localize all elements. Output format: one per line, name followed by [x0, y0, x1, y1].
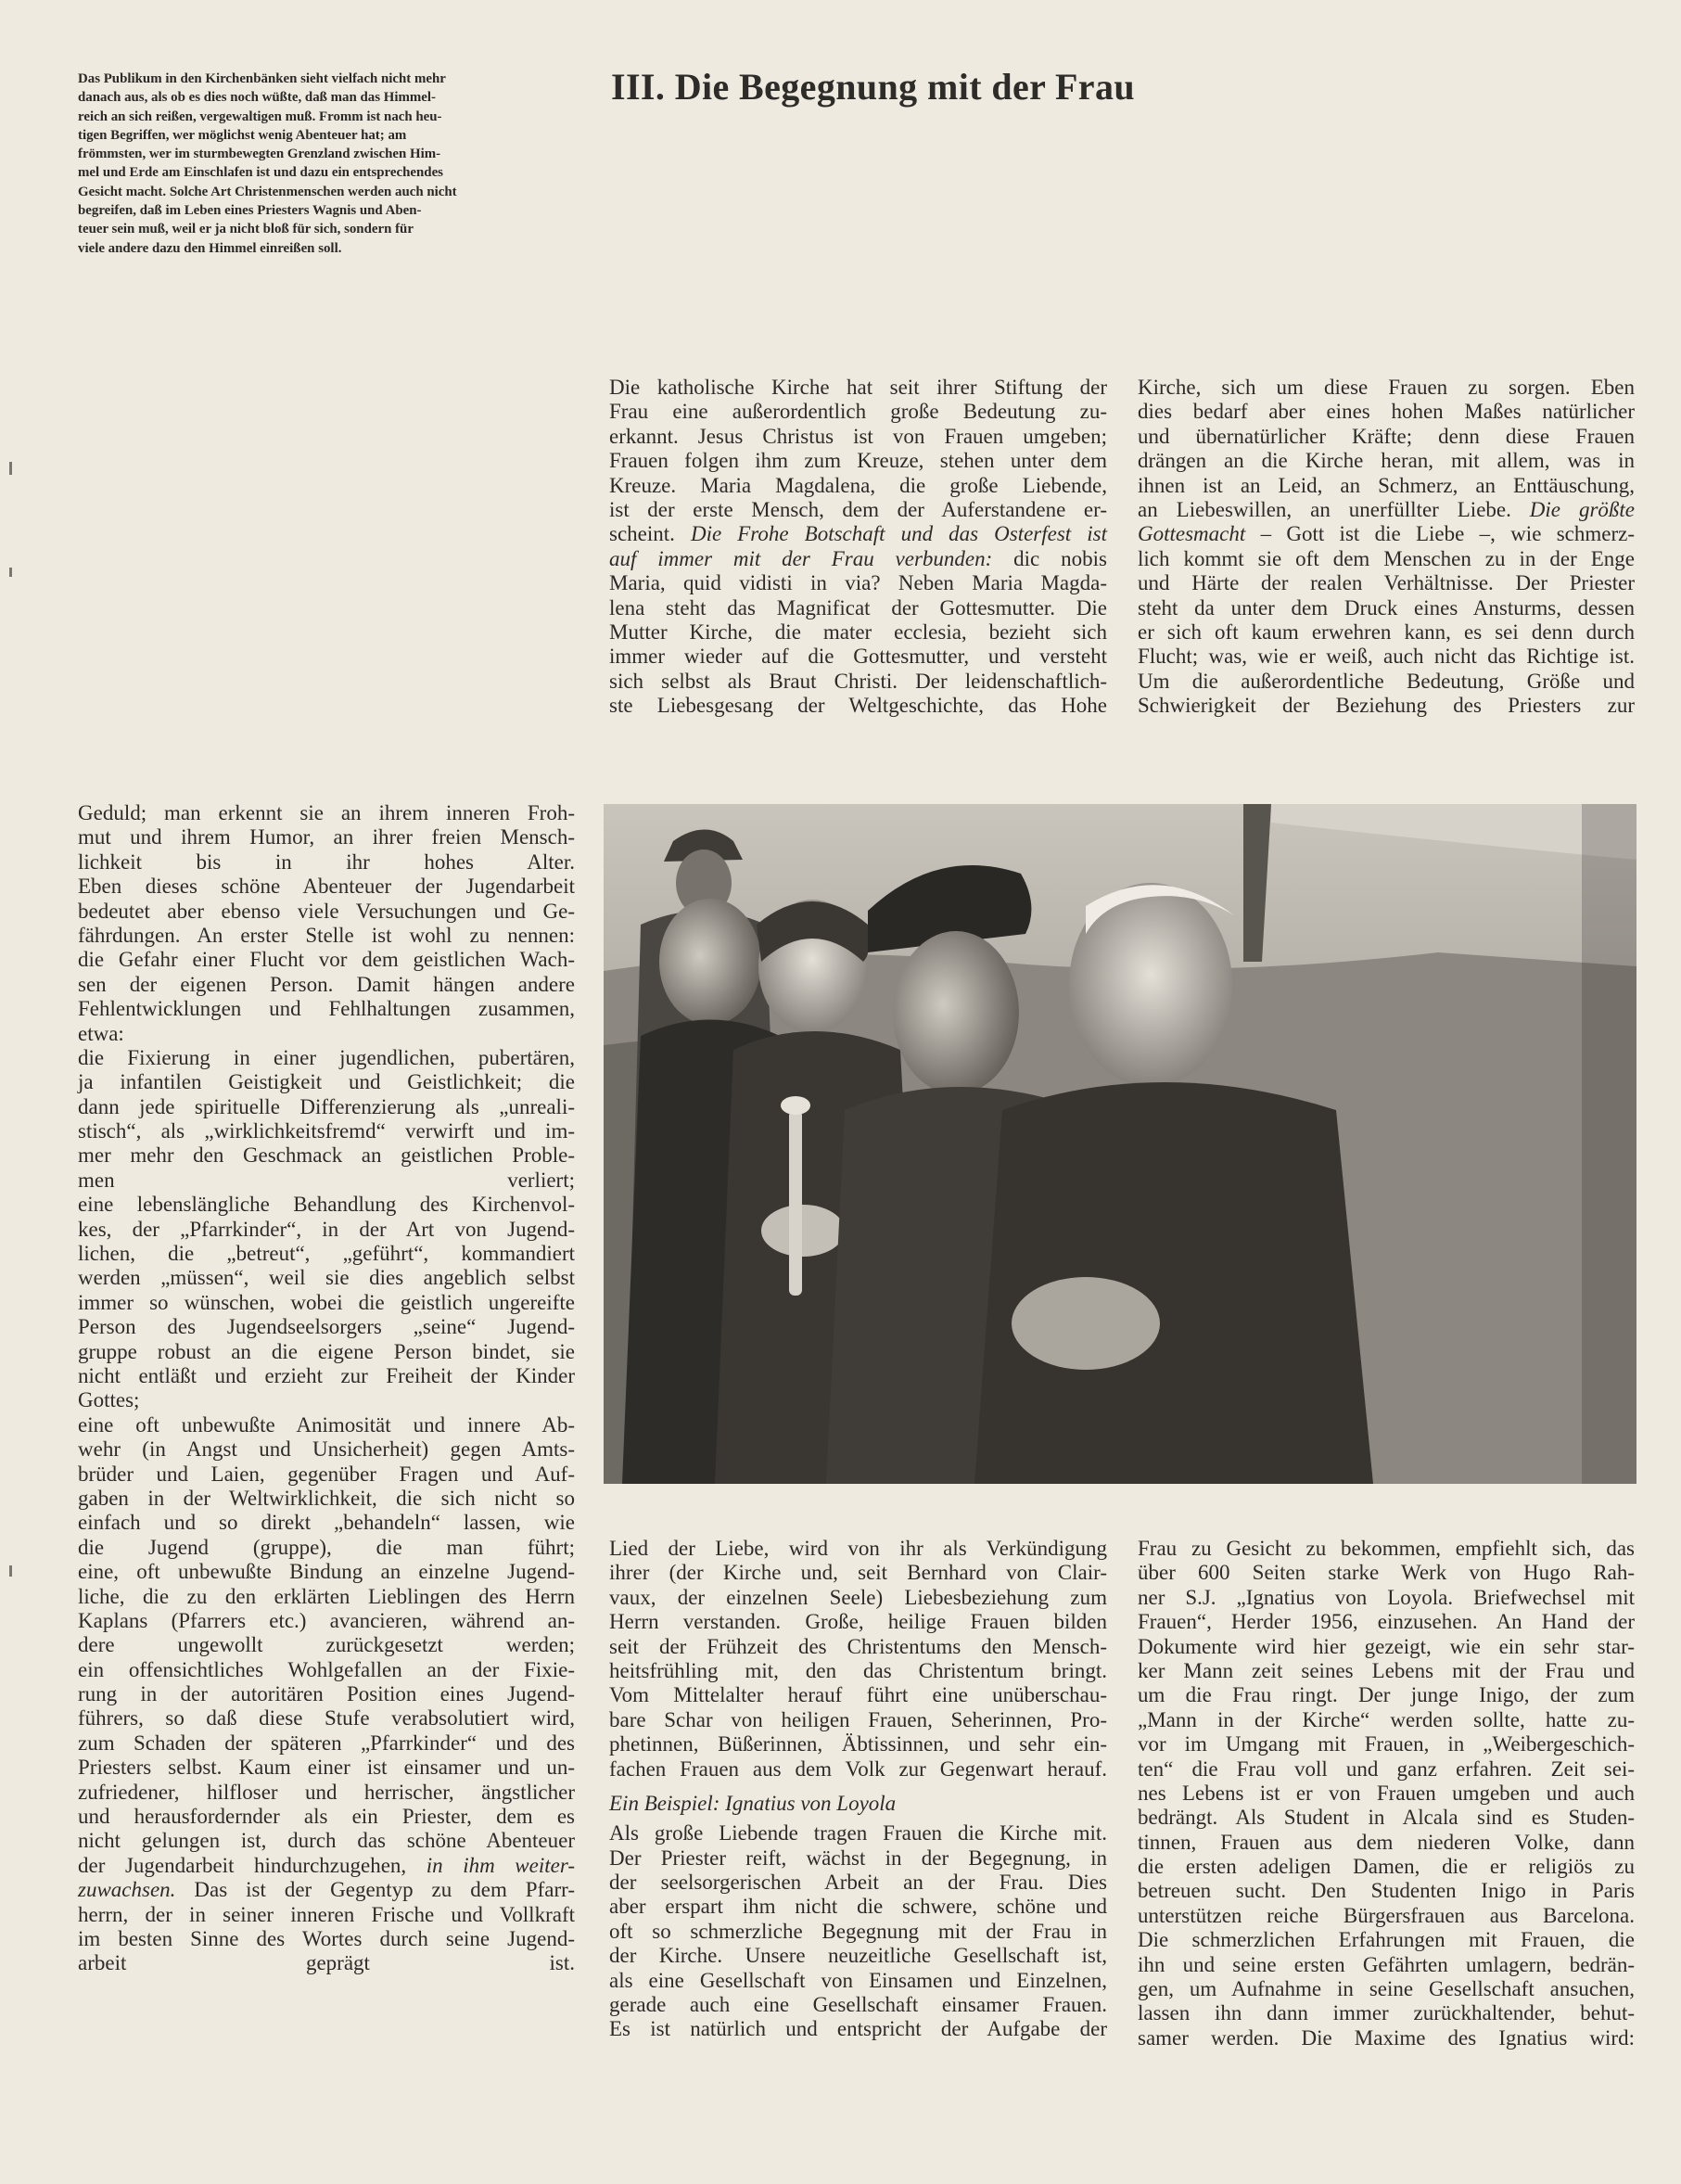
page-edge-mark [9, 462, 12, 475]
text-line: fachen Frauen aus dem Volk zur Gegenwart herauf. [609, 1756, 1107, 1781]
text-column-bottom-right [1138, 1537, 1635, 2050]
text-line: Herrn verstanden. Große, heilige Frauen bilden [609, 1610, 1107, 1634]
text-line: samer werden. Die Maxime des Ignatius wird: [1138, 2025, 1635, 2050]
text-line: zuwachsen. Das ist der Gegentyp zu dem Pfarr- [78, 1878, 575, 1902]
text-line: nicht gelungen ist, durch das schöne Abenteuer [78, 1829, 575, 1853]
text-line: ner S.J. „Ignatius von Loyola. Briefwechsel mit [1138, 1585, 1635, 1609]
text-line: Gottesmacht – Gott ist die Liebe –, wie schmerz- [1138, 522, 1635, 546]
text-line: Dokumente wird hier gezeigt, wie ein sehr star- [1138, 1634, 1635, 1658]
group-photo [604, 804, 1636, 1484]
text-line: ist der erste Mensch, dem der Auferstandene er- [609, 497, 1107, 521]
text-line: herrn, der in seiner inneren Frische und Vollkraft [78, 1902, 575, 1926]
text-line: sich selbst als Braut Christi. Der leidenschaftlich- [609, 669, 1107, 693]
text-line: immer wieder auf die Gottesmutter, und versteht [609, 645, 1107, 669]
text-line: lichkeit bis in ihr hohes Alter. [78, 849, 575, 874]
text-line: nicht entläßt und erzieht zur Freiheit der Kinder [78, 1363, 575, 1387]
text-line: und übernatürlicher Kräfte; denn diese Frauen [1138, 424, 1635, 448]
text-line: zum Schaden der späteren „Pfarrkinder“ und des [78, 1731, 575, 1755]
text-line: gerade auch eine Gesellschaft einsamer Frauen. [609, 1993, 1107, 2017]
text-line: vor im Umgang mit Frauen, in „Weibergeschich- [1138, 1732, 1635, 1756]
text-line: aber erspart ihm nicht die schwere, schöne und [609, 1895, 1107, 1919]
text-line: lassen ihn dann immer zurückhaltender, behut- [1138, 2001, 1635, 2025]
text-line: Frau zu Gesicht zu bekommen, empfiehlt sich, das [1138, 1537, 1635, 1560]
caption-line: mel und Erde am Einschlafen ist und dazu ein entsprechendes [78, 165, 443, 181]
text-line: Frauen folgen ihm zum Kreuze, stehen unter dem [609, 449, 1107, 473]
text-line: sen der eigenen Person. Damit hängen andere [78, 972, 575, 996]
text-line: im besten Sinne des Wortes durch seine Jugend- [78, 1926, 575, 1950]
text-line: Die schmerzlichen Erfahrungen mit Frauen, die [1138, 1928, 1635, 1952]
text-line: die Gefahr einer Flucht vor dem geistlichen Wach- [78, 948, 575, 972]
text-line: ein offensichtliches Wohlgefallen an der Fixie- [78, 1657, 575, 1681]
text-line: kes, der „Pfarrkinder“, in der Art von Jugend- [78, 1217, 575, 1241]
text-line: der seelsorgerischen Arbeit an der Frau. Dies [609, 1871, 1107, 1895]
text-line: arbeit geprägt ist. [78, 1951, 575, 1975]
text-line: Mutter Kirche, die mater ecclesia, bezieht sich [609, 619, 1107, 644]
text-line: der Kirche. Unsere neuzeitliche Gesellschaft ist, [609, 1944, 1107, 1968]
text-line: heitsfrühling mit, den das Christentum bringt. [609, 1658, 1107, 1682]
text-line: Geduld; man erkennt sie an ihrem inneren Froh- [78, 801, 575, 824]
text-column-left [78, 801, 575, 1976]
text-line: einfach und so direkt „behandeln“ lassen, wie [78, 1511, 575, 1535]
text-line: Kirche, sich um diese Frauen zu sorgen. Eben [1138, 376, 1635, 399]
text-line: ste Liebesgesang der Weltgeschichte, das Hohe [609, 694, 1107, 718]
text-line: Fehlentwicklungen und Fehlhaltungen zusammen, [78, 997, 575, 1021]
text-line: werden „müssen“, weil sie dies angeblich selbst [78, 1266, 575, 1290]
caption-line: reich an sich reißen, vergewaltigen muß. Fromm ist nach heu- [78, 109, 442, 124]
text-line: Lied der Liebe, wird von ihr als Verkündigung [609, 1537, 1107, 1560]
text-line: ja infantilen Geistigkeit und Geistlichkeit; die [78, 1070, 575, 1094]
text-column-top-right [1138, 376, 1635, 718]
text-line: Als große Liebende tragen Frauen die Kirche mit. [609, 1821, 1107, 1846]
text-line: Kaplans (Pfarrers etc.) avancieren, während an- [78, 1608, 575, 1632]
text-line: Kreuze. Maria Magdalena, die große Liebende, [609, 473, 1107, 497]
group-photo-icon [604, 804, 1636, 1484]
text-line: steht da unter dem Druck eines Ansturms, dessen [1138, 595, 1635, 619]
text-line: mer mehr den Geschmack an geistlichen Proble- [78, 1143, 575, 1168]
text-line: Frau eine außerordentlich große Bedeutung zu- [609, 400, 1107, 424]
text-line: lich kommt sie oft dem Menschen zu in der Enge [1138, 546, 1635, 570]
section-subheading: Ein Beispiel: Ignatius von Loyola [609, 1791, 897, 1815]
photo-caption [78, 70, 577, 258]
text-line: seit der Frühzeit des Christentums den Mensch- [609, 1634, 1107, 1658]
text-line: „Mann in der Kirche“ werden sollte, hatte zu- [1138, 1707, 1635, 1731]
text-line: mut und ihrem Humor, an ihrer freien Mensch- [78, 825, 575, 849]
chapter-heading: III. Die Begegnung mit der Frau [611, 66, 1135, 108]
caption-line: Das Publikum in den Kirchenbänken sieht vielfach nicht mehr [78, 71, 446, 86]
text-line: Die katholische Kirche hat seit ihrer Stiftung der [609, 376, 1107, 399]
text-line: betreuen sucht. Den Studenten Inigo in Paris [1138, 1879, 1635, 1903]
text-line: die ersten adeligen Damen, die er religiös zu [1138, 1855, 1635, 1879]
text-line: etwa: [78, 1021, 124, 1045]
text-line: lichen, die „betreut“, „geführt“, kommandiert [78, 1242, 575, 1266]
text-column-top-middle [609, 376, 1107, 718]
text-line: ihn und seine ersten Gefährten umlagern, bedrän- [1138, 1952, 1635, 1976]
text-line: Frauen“, Herder 1956, einzusehen. An Hand der [1138, 1610, 1635, 1634]
text-line: die Fixierung in einer jugendlichen, pubertären, [78, 1045, 575, 1069]
text-line: unterstützen reiche Bürgersfrauen aus Barcelona. [1138, 1903, 1635, 1927]
text-line: um die Frau ringt. Der junge Inigo, der zum [1138, 1683, 1635, 1707]
text-line: drängen an die Kirche heran, mit allem, was in [1138, 449, 1635, 473]
text-line: brüder und Laien, gegenüber Fragen und Auf- [78, 1462, 575, 1486]
text-line: immer so wünschen, wobei die geistlich ungereifte [78, 1290, 575, 1314]
text-line: Maria, quid vidisti in via? Neben Maria Magda- [609, 571, 1107, 595]
text-line: er sich oft kaum erwehren kann, es sei denn durch [1138, 619, 1635, 644]
text-line: liche, die zu den erklärten Lieblingen des Herrn [78, 1584, 575, 1608]
text-line: lena steht das Magnificat der Gottesmutter. Die [609, 595, 1107, 619]
text-line: Priesters selbst. Kaum einer ist einsamer und un- [78, 1756, 575, 1780]
text-line: rung in der autoritären Position eines Jugend- [78, 1682, 575, 1706]
text-line: gruppe robust an die eigene Person bindet, sie [78, 1339, 575, 1363]
text-line: stisch“, als „wirklichkeitsfremd“ verwirft und im- [78, 1119, 575, 1143]
text-line: erkannt. Jesus Christus ist von Frauen umgeben; [609, 424, 1107, 448]
text-line: ihrer (der Kirche und, seit Bernhard von Clair- [609, 1561, 1107, 1585]
text-line: die Jugend (gruppe), die man führt; [78, 1535, 575, 1559]
text-line: vaux, der einzelnen Seele) Liebesbeziehung zum [609, 1585, 1107, 1609]
text-line: Vom Mittelalter herauf führt eine unüberschau- [609, 1683, 1107, 1707]
text-line: bare Schar von heiligen Frauen, Seherinnen, Pro- [609, 1707, 1107, 1731]
text-line: Es ist natürlich und entspricht der Aufgabe der [609, 2017, 1107, 2041]
caption-line: frömmsten, wer im sturmbewegten Grenzland zwischen Him- [78, 147, 441, 162]
caption-line: teuer sein muß, weil er ja nicht bloß für sich, sondern für [78, 222, 414, 237]
text-line: eine, oft unbewußte Bindung an einzelne Jugend- [78, 1560, 575, 1584]
text-line: Eben dieses schöne Abenteuer der Jugendarbeit [78, 875, 575, 899]
text-line: Gottes; [78, 1388, 140, 1412]
text-line: scheint. Die Frohe Botschaft und das Osterfest ist [609, 522, 1107, 546]
text-line: ihnen ist an Leid, an Schmerz, an Enttäuschung, [1138, 473, 1635, 497]
text-line: oft so schmerzliche Begegnung mit der Frau in [609, 1919, 1107, 1943]
caption-line: danach aus, als ob es dies noch wüßte, daß man das Himmel- [78, 90, 436, 106]
text-line: eine lebenslängliche Behandlung des Kirchenvol- [78, 1193, 575, 1217]
caption-line: viele andere dazu den Himmel einreißen soll. [78, 240, 342, 256]
text-line: Flucht; was, wie er weiß, auch nicht das Richtige ist. [1138, 645, 1635, 669]
caption-line: begreifen, daß im Leben eines Priesters Wagnis und Aben- [78, 203, 422, 219]
text-line: Um die außerordentliche Bedeutung, Größe und [1138, 669, 1635, 693]
text-line: bedrängt. Als Student in Alcala sind es Studen- [1138, 1806, 1635, 1830]
text-line: wehr (in Angst und Unsicherheit) gegen Amts- [78, 1437, 575, 1462]
text-line: und Härte der realen Verhältnisse. Der Priester [1138, 571, 1635, 595]
text-line: zufriedener, hilfloser und herrischer, ängstlicher [78, 1780, 575, 1804]
text-line: dann jede spirituelle Differenzierung als „unreali- [78, 1094, 575, 1118]
text-line: nes Lebens ist er von Frauen umgeben und auch [1138, 1781, 1635, 1805]
text-line: dere ungewollt zurückgesetzt werden; [78, 1633, 575, 1657]
text-line: als eine Gesellschaft von Einsamen und Einzelnen, [609, 1968, 1107, 1992]
text-line: ker Mann zeit seines Lebens mit der Frau und [1138, 1658, 1635, 1682]
caption-line: tigen Begriffen, wer möglichst wenig Abenteuer hat; am [78, 127, 407, 143]
text-line: ten“ die Frau voll und ganz erfahren. Zeit sei- [1138, 1756, 1635, 1781]
text-line: Person des Jugendseelsorgers „seine“ Jugend- [78, 1315, 575, 1339]
text-line: fährdungen. An erster Stelle ist wohl zu nennen: [78, 923, 575, 947]
text-line: bedeutet aber ebenso viele Versuchungen und Ge- [78, 899, 575, 923]
text-line: men verliert; [78, 1168, 575, 1192]
text-line: gen, um Aufnahme in seine Gesellschaft ansuchen, [1138, 1977, 1635, 2001]
page-edge-mark [9, 568, 12, 577]
text-line: Der Priester reift, wächst in der Begegnung, in [609, 1846, 1107, 1870]
text-line: auf immer mit der Frau verbunden: dic nobis [609, 546, 1107, 570]
text-line: eine oft unbewußte Animosität und innere Ab- [78, 1412, 575, 1437]
text-line: dies bedarf aber eines hohen Maßes natürlicher [1138, 400, 1635, 424]
text-line: und herausfordernder als ein Priester, dem es [78, 1805, 575, 1829]
text-line: an Liebeswillen, an unerfüllter Liebe. Die größte [1138, 497, 1635, 521]
text-line: gaben in der Weltwirklichkeit, die sich nicht so [78, 1486, 575, 1510]
caption-line: Gesicht macht. Solche Art Christenmenschen werden auch nicht [78, 184, 457, 199]
text-line: tinnen, Frauen aus dem niederen Volke, dann [1138, 1830, 1635, 1854]
text-column-bottom-middle [609, 1537, 1107, 2042]
text-line: Schwierigkeit der Beziehung des Priesters zur [1138, 694, 1635, 718]
text-line: führers, so daß diese Stufe verabsolutiert wird, [78, 1706, 575, 1731]
text-line: über 600 Seiten starke Werk von Hugo Rah- [1138, 1561, 1635, 1585]
text-line: phetinnen, Büßerinnen, Äbtissinnen, und sehr ein- [609, 1732, 1107, 1756]
text-line: der Jugendarbeit hindurchzugehen, in ihm weiter- [78, 1853, 575, 1877]
page-edge-mark [9, 1565, 12, 1577]
